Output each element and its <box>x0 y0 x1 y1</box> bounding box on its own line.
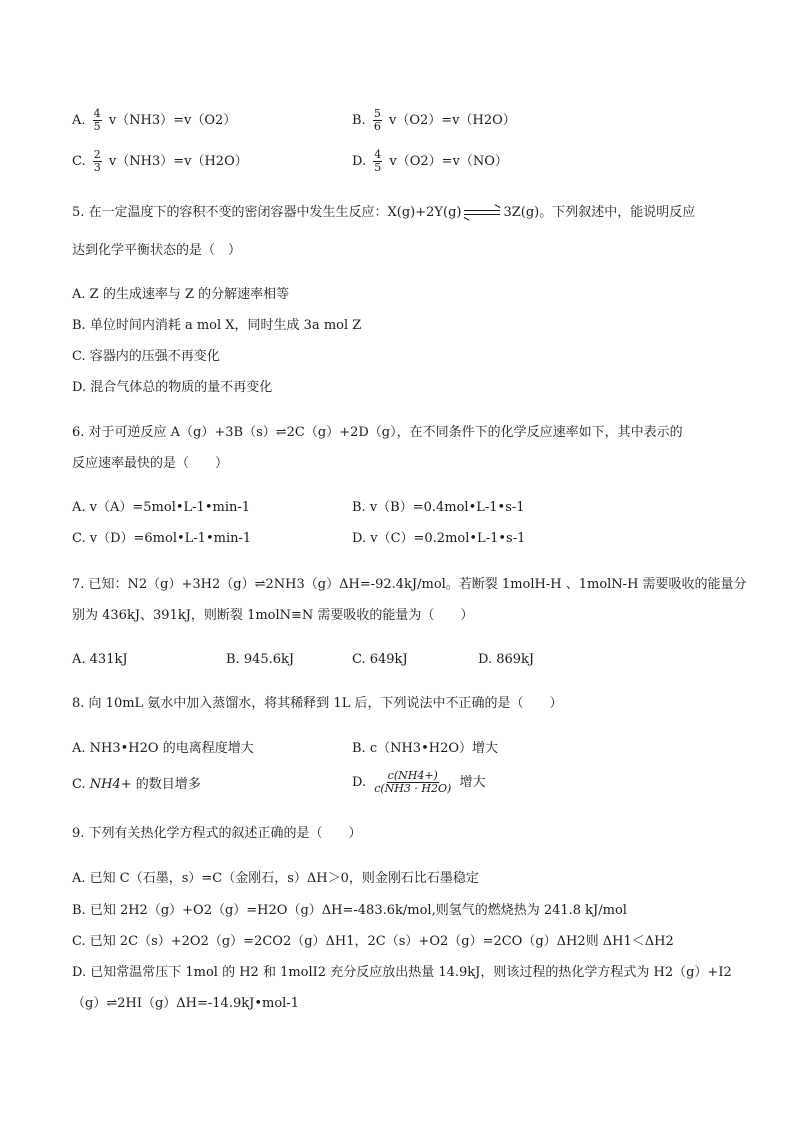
q7-option-a: A. 431kJ <box>72 652 128 667</box>
q8-option-a: A. NH3•H2O 的电离程度增大 <box>72 741 254 756</box>
q5-stem-line2: 达到化学平衡状态的是（ ） <box>72 243 242 258</box>
q5-option-c: C. 容器内的压强不再变化 <box>72 349 220 364</box>
q7-option-b: B. 945.6kJ <box>226 652 295 667</box>
q9-option-d-line2: （g）⇌2HI（g）ΔH=-14.9kJ•mol-1 <box>72 996 299 1011</box>
q6-option-b: B. v（B）=0.4mol•L-1•s-1 <box>352 500 525 515</box>
q8-option-c: C. NH4+ 的数目增多 <box>72 777 201 792</box>
q5-stem-line1: 5. 在一定温度下的容积不变的密闭容器中发生生反应：X(g)+2Y(g) 3Z(g)。下列叙述中，能说明反应 <box>72 205 696 220</box>
q7-stem-line1: 7. 已知：N2（g）+3H2（g）⇌2NH3（g）ΔH=-92.4kJ/mol。若断裂 1molH-H 、1molN-H 需要吸收的能量分 <box>72 577 747 592</box>
q7-stem-line2: 别为 436kJ、391kJ，则断裂 1molN≡N 需要吸收的能量为（ ） <box>72 608 474 623</box>
q9-option-c: C. 已知 2C（s）+2O2（g）=2CO2（g）ΔH1，2C（s）+O2（g）=2CO（g）ΔH2则 ΔH1＜ΔH2 <box>72 934 674 949</box>
q8-option-d: D. $\frac{c(NH4+)}{c(NH3 \cdot H2O)}$ 增大 <box>352 769 486 795</box>
fraction: $\frac{2}{3}$ <box>93 148 101 174</box>
q4-option-b: B. $\frac{5}{6}$ v（O2）=v（H2O） <box>352 107 516 133</box>
q5-option-b: B. 单位时间内消耗 a mol X，同时生成 3a mol Z <box>72 318 362 333</box>
q7-option-d: D. 869kJ <box>478 652 535 667</box>
q6-option-c: C. v（D）=6mol•L-1•min-1 <box>72 531 252 546</box>
q7-option-c: C. 649kJ <box>352 652 408 667</box>
equilibrium-arrow-icon <box>464 208 500 218</box>
q6-option-d: D. v（C）=0.2mol•L-1•s-1 <box>352 531 526 546</box>
q9-stem: 9. 下列有关热化学方程式的叙述正确的是（ ） <box>72 826 362 841</box>
q9-option-d-line1: D. 已知常温常压下 1mol 的 H2 和 1molI2 充分反应放出热量 14.9kJ，则该过程的热化学方程式为 H2（g）+I2 <box>72 965 732 980</box>
ammonium-formula: NH4+ <box>89 777 132 792</box>
q8-stem: 8. 向 10mL 氨水中加入蒸馏水，将其稀释到 1L 后，下列说法中不正确的是（ ） <box>72 696 563 711</box>
q8-option-b: B. c（NH3•H2O）增大 <box>352 741 499 756</box>
fraction: $\frac{4}{5}$ <box>374 148 382 174</box>
q5-option-d: D. 混合气体总的物质的量不再变化 <box>72 380 273 395</box>
q9-option-a: A. 已知 C（石墨，s）=C（金刚石，s）ΔH＞0，则金刚石比石墨稳定 <box>72 871 479 886</box>
q6-stem-line2: 反应速率最快的是（ ） <box>72 456 229 471</box>
q6-stem-line1: 6. 对于可逆反应 A（g）+3B（s）⇌2C（g）+2D（g），在不同条件下的化学反应速率如下，其中表示的 <box>72 425 683 440</box>
q6-option-a: A. v（A）=5mol•L-1•min-1 <box>72 500 251 515</box>
q4-option-c: C. $\frac{2}{3}$ v（NH3）=v（H2O） <box>72 148 248 174</box>
fraction: $\frac{5}{6}$ <box>373 107 381 133</box>
q4-option-d: D. $\frac{4}{5}$ v（O2）=v（NO） <box>352 148 508 174</box>
q4-option-a: A. $\frac{4}{5}$ v（NH3）=v（O2） <box>72 107 237 133</box>
concentration-ratio: $\frac{c(NH4+)}{c(NH3 \cdot H2O)}$ <box>374 769 452 795</box>
q5-option-a: A. Z 的生成速率与 Z 的分解速率相等 <box>72 287 290 302</box>
q9-option-b: B. 已知 2H2（g）+O2（g）=H2O（g）ΔH=-483.6k/mol,则氢气的燃烧热为 241.8 kJ/mol <box>72 903 627 918</box>
fraction: $\frac{4}{5}$ <box>93 107 101 133</box>
